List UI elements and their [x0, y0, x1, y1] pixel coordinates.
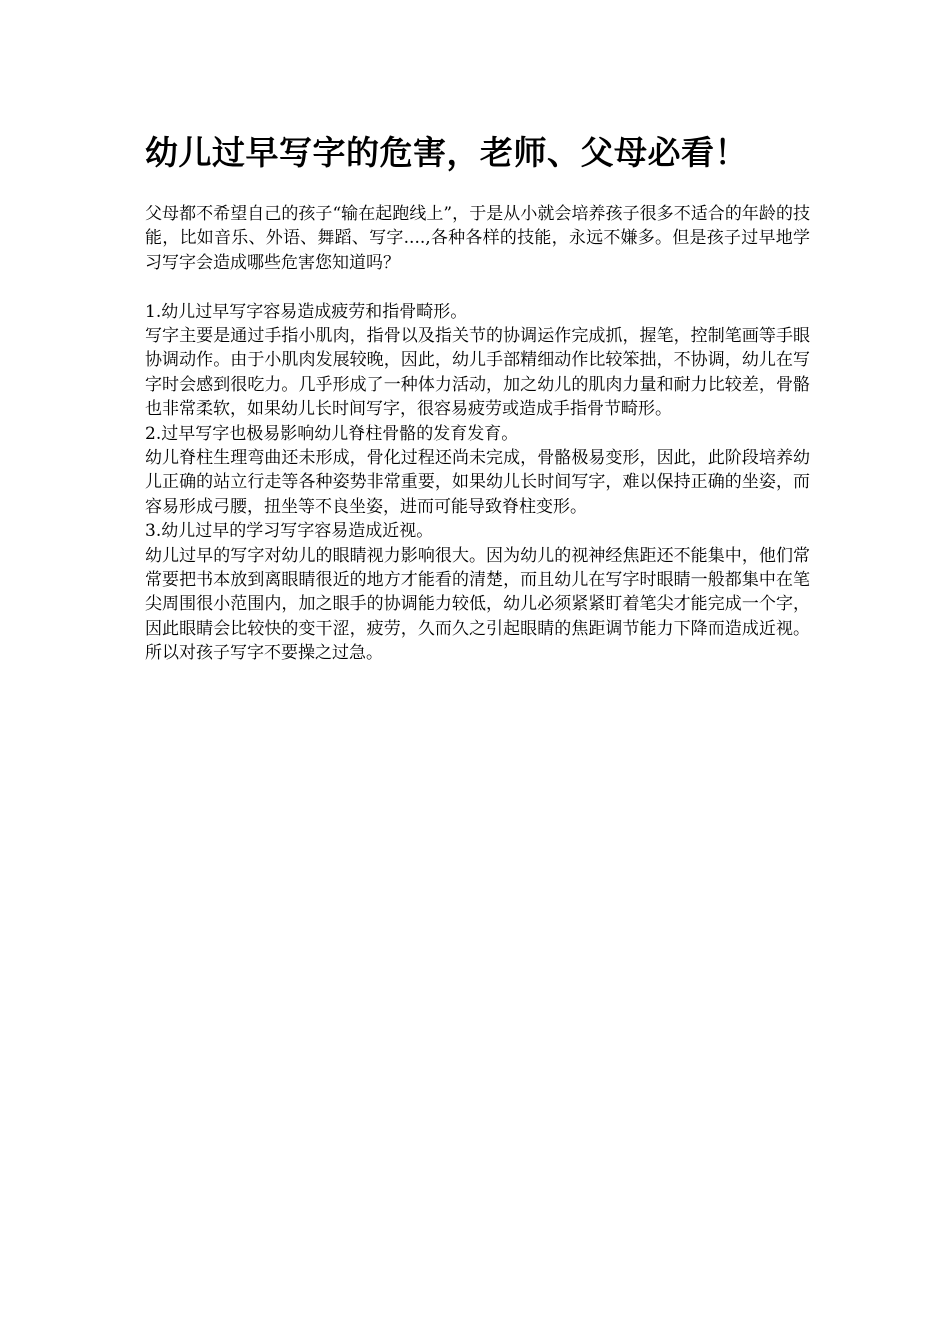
article-body	[145, 202, 810, 666]
section-heading-1: 1.幼儿过早写字容易造成疲劳和指骨畸形。	[145, 301, 468, 322]
section-text-1: 写字主要是通过手指小肌肉，指骨以及指关节的协调运作完成抓，握笔，控制笔画等手眼协调动作。由于小肌肉发展较晚，因此，幼儿手部精细动作比较笨拙，不协调，幼儿在写字时会感到很吃力。几乎形成了一种体力活动，加之幼儿的肌肉力量和耐力比较差，骨骼也非常柔软，如果幼儿长时间写字，很容易疲劳或造成手指骨节畸形。	[145, 326, 810, 420]
section-text-3: 幼儿过早的写字对幼儿的眼睛视力影响很大。因为幼儿的视神经焦距还不能集中，他们常常要把书本放到离眼睛很近的地方才能看的清楚，而且幼儿在写字时眼睛一般都集中在笔尖周围很小范围内，加之眼手的协调能力较低，幼儿必须紧紧盯着笔尖才能完成一个字，因此眼睛会比较快的变干涩，疲劳，久而久之引起眼睛的焦距调节能力下降而造成近视。所以对孩子写字不要操之过急。	[145, 545, 810, 664]
document-page	[145, 130, 810, 666]
article-title: 幼儿过早写字的危害，老师、父母必看！	[145, 133, 748, 172]
section-heading-2: 2.过早写字也极易影响幼儿脊柱骨骼的发育发育。	[145, 423, 519, 444]
intro-paragraph: 父母都不希望自己的孩子“输在起跑线上”，于是从小就会培养孩子很多不适合的年龄的技能，比如音乐、外语、舞蹈、写字....,各种各样的技能，永远不嫌多。但是孩子过早地学习写字会造成哪些危害您知道吗？	[145, 204, 810, 273]
section-text-2: 幼儿脊柱生理弯曲还未形成，骨化过程还尚未完成，骨骼极易变形，因此，此阶段培养幼儿正确的站立行走等各种姿势非常重要，如果幼儿长时间写字，难以保持正确的坐姿，而容易形成弓腰，扭坐等不良坐姿，进而可能导致脊柱变形。	[145, 448, 810, 517]
paragraph-spacer	[145, 275, 810, 299]
section-heading-3: 3.幼儿过早的学习写字容易造成近视。	[145, 521, 434, 542]
